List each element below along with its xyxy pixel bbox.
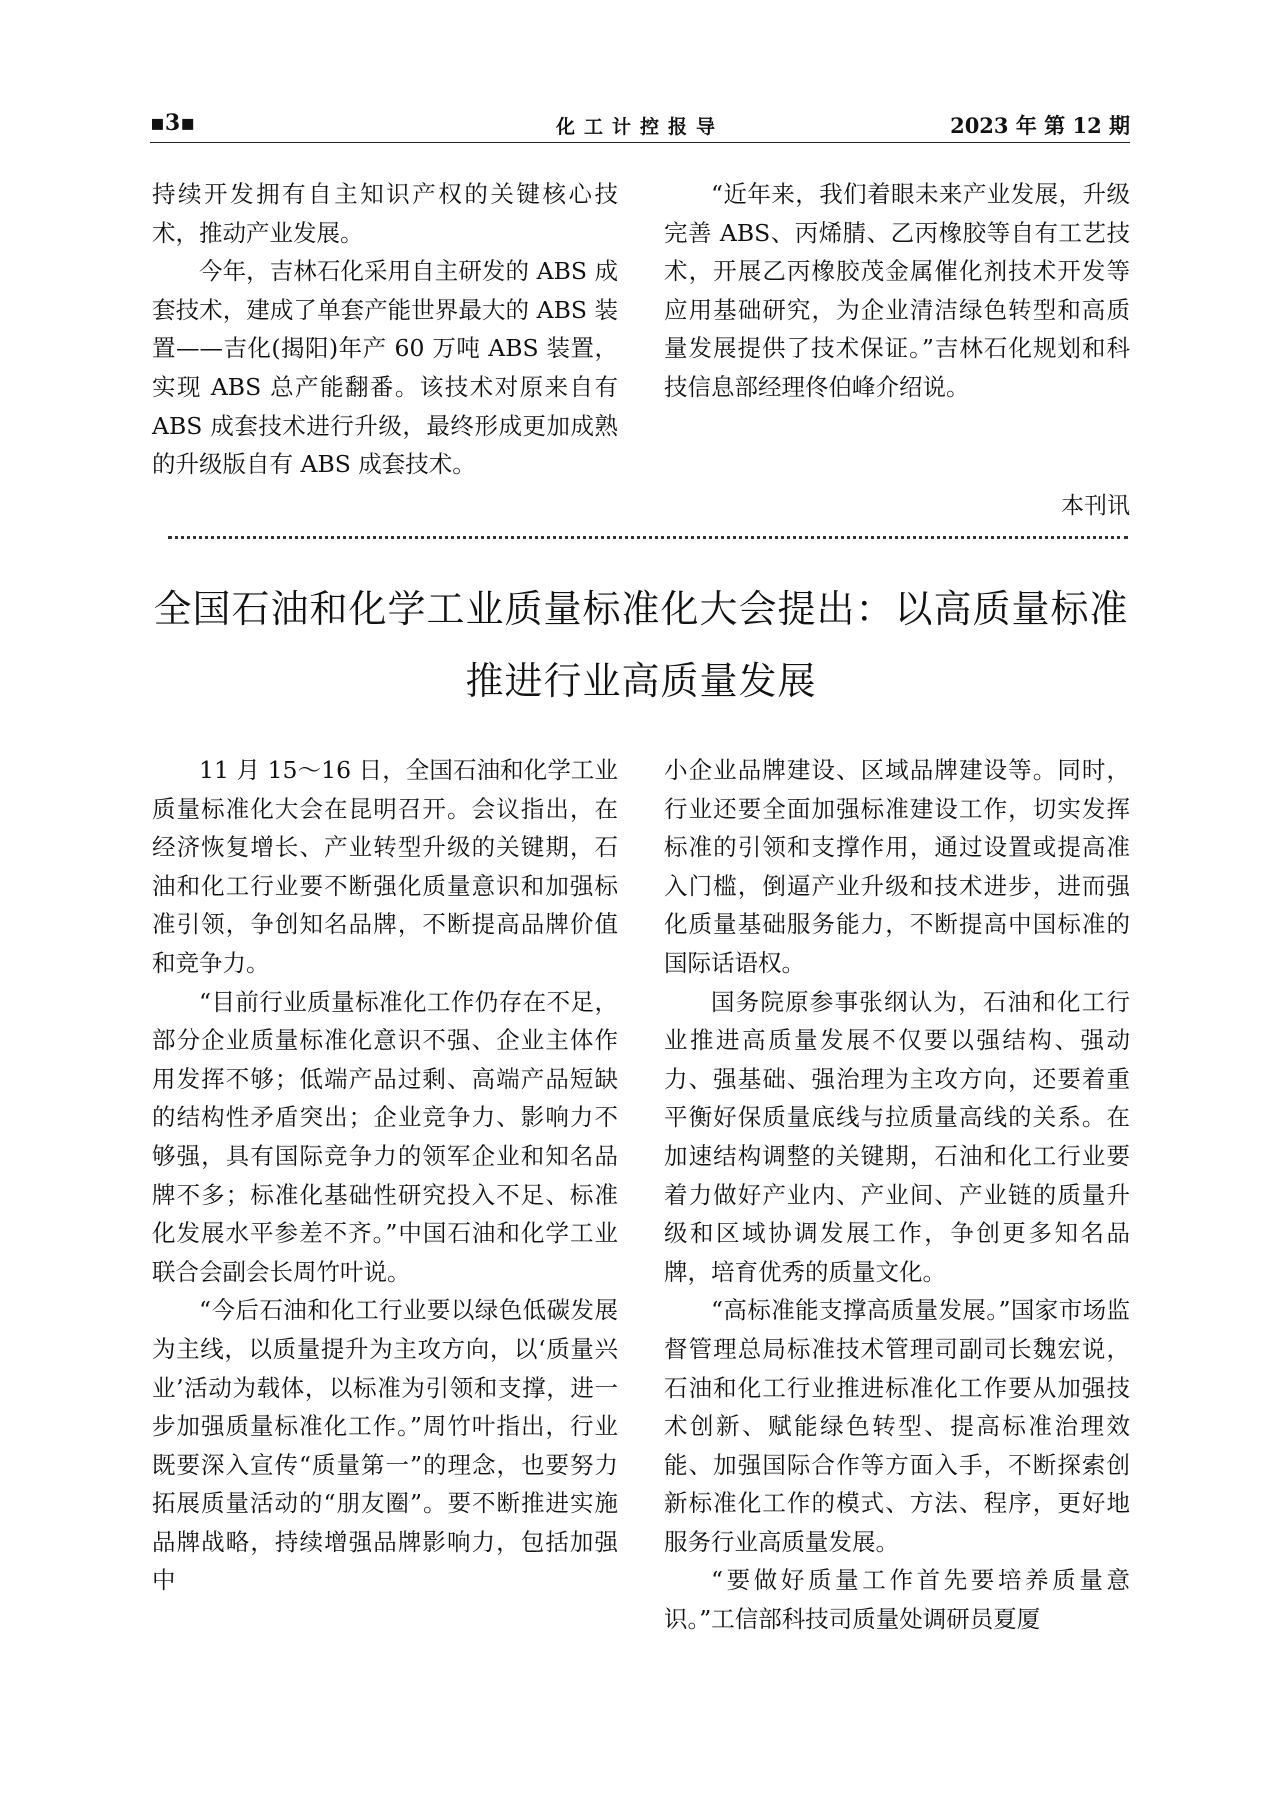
paragraph: 小企业品牌建设、区域品牌建设等。同时，行业还要全面加强标准建设工作，切实发挥标准的引领和支撑作用，通过设置或提高准入门槛，倒逼产业升级和技术进步，进而强化质量基础服务能力，不断提高中国标准的国际话语权。 bbox=[664, 756, 1130, 977]
paragraph: “要做好质量工作首先要培养质量意识。”工信部科技司质量处调研员夏厦 bbox=[664, 1566, 1130, 1634]
article-left-column bbox=[152, 751, 618, 1600]
prev-article-right-column bbox=[664, 175, 1130, 407]
section-divider bbox=[168, 536, 1128, 539]
article-title: 全国石油和化学工业质量标准化大会提出：以高质量标准 bbox=[153, 587, 1129, 631]
paragraph: 今年，吉林石化采用自主研发的 ABS 成套技术，建成了单套产能世界最大的 ABS 装置——吉化(揭阳)年产 60 万吨 ABS 装置，实现 ABS 总产能翻番。该技术对原来自有 ABS 成套技术进行升级，最终形成更加成熟的升级版自有 ABS 成套技术。 bbox=[152, 257, 618, 479]
running-header bbox=[150, 106, 1130, 143]
article-right-column bbox=[664, 751, 1130, 1639]
paragraph: “高标准能支撑高质量发展。”国家市场监督管理总局标准技术管理司副司长魏宏说，石油和化工行业推进标准化工作要从加强技术创新、赋能绿色转型、提高标准治理效能、加强国际合作等方面入手，不断探索创新标准化工作的模式、方法、程序，更好地服务行业高质量发展。 bbox=[664, 1296, 1130, 1556]
article-title-line2: 推进行业高质量发展 bbox=[465, 659, 817, 703]
issue-label: 2023 年 第 12 期 bbox=[950, 113, 1130, 138]
paragraph: “目前行业质量标准化工作仍存在不足，部分企业质量标准化意识不强、企业主体作用发挥不够；低端产品过剩、高端产品短缺的结构性矛盾突出；企业竞争力、影响力不够强，具有国际竞争力的领军企业和知名品牌不多；标准化基础性研究投入不足、标准化发展水平参差不齐。”中国石油和化学工业联合会副会长周竹叶说。 bbox=[152, 987, 618, 1286]
paragraph: “今后石油和化工行业要以绿色低碳发展为主线，以质量提升为主攻方向，以‘质量兴业’活动为载体，以标准为引领和支撑，进一步加强质量标准化工作。”周竹叶指出，行业既要深入宣传“质量第一”的理念，也要努力拓展质量活动的“朋友圈”。要不断推进实施品牌战略，持续增强品牌影响力，包括加强中 bbox=[152, 1296, 618, 1595]
prev-article-left-column bbox=[152, 175, 618, 484]
page-number: ▪3▪ bbox=[150, 110, 196, 136]
journal-title: 化工计控报导 bbox=[555, 116, 724, 138]
byline: 本刊讯 bbox=[1061, 493, 1130, 519]
paragraph: “近年来，我们着眼未来产业发展，升级完善 ABS、丙烯腈、乙丙橡胶等自有工艺技术，开展乙丙橡胶茂金属催化剂技术开发等应用基础研究，为企业清洁绿色转型和高质量发展提供了技术保证。”吉林石化规划和科技信息部经理佟伯峰介绍说。 bbox=[664, 180, 1130, 401]
paragraph: 11 月 15～16 日，全国石油和化学工业质量标准化大会在昆明召开。会议指出，在经济恢复增长、产业转型升级的关键期，石油和化工行业要不断强化质量意识和加强标准引领，争创知名品牌，不断提高品牌价值和竞争力。 bbox=[152, 756, 618, 977]
paragraph: 持续开发拥有自主知识产权的关键核心技术，推动产业发展。 bbox=[152, 180, 618, 247]
paragraph: 国务院原参事张纲认为，石油和化工行业推进高质量发展不仅要以强结构、强动力、强基础、强治理为主攻方向，还要着重平衡好保质量底线与拉质量高线的关系。在加速结构调整的关键期，石油和化工行业要着力做好产业内、产业间、产业链的质量升级和区域协调发展工作，争创更多知名品牌，培育优秀的质量文化。 bbox=[664, 987, 1130, 1286]
